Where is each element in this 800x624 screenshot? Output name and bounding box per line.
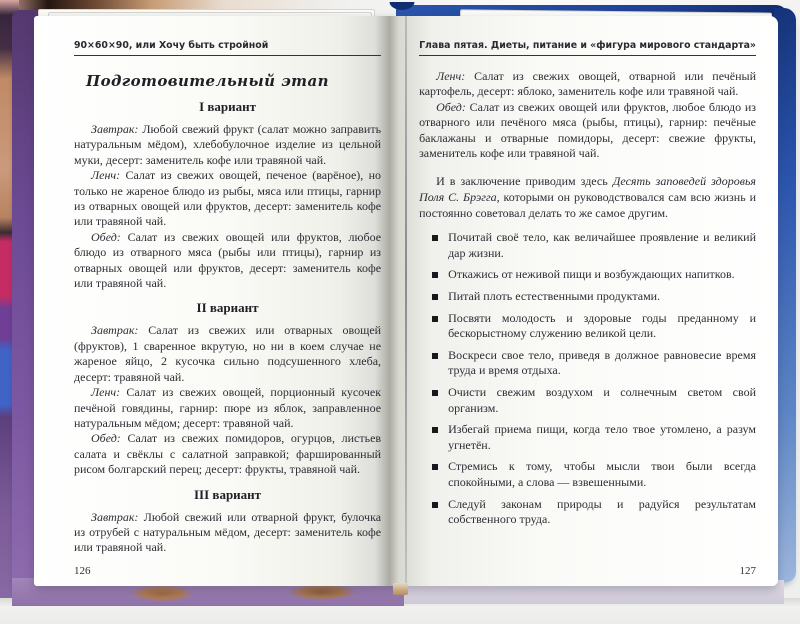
page-number-left: 126 — [74, 565, 91, 577]
right-page — [389, 16, 778, 586]
bullet-square-icon — [432, 235, 438, 241]
bullet-square-icon — [432, 502, 438, 508]
bullet-square-icon — [432, 427, 438, 433]
commandment-item: Посвяти молодость и здоровые годы преданному и бескорыстному служению великой цели. — [432, 311, 756, 342]
left-running-header: 90×60×90, или Хочу быть стройной — [74, 40, 381, 56]
page-number-right: 127 — [739, 565, 756, 577]
conclusion-paragraph — [419, 174, 756, 221]
meal-paragraph — [74, 431, 381, 477]
book-headband — [393, 583, 408, 595]
bullet-square-icon — [432, 316, 438, 322]
left-page — [34, 16, 389, 586]
meal-text: Салат из свежих овощей, отварной или печёный картофель, десерт: яблоко, заменитель кофе или травяной чай. — [419, 69, 756, 99]
commandment-item: Избегай приема пищи, когда тело твое утомлено, а разум угнетён. — [432, 422, 756, 453]
bullet-square-icon — [432, 272, 438, 278]
section-title: Подготовительный этап — [86, 72, 329, 90]
meal-paragraph — [74, 323, 381, 385]
meal-paragraph — [74, 230, 381, 292]
right-page-content — [389, 16, 778, 586]
conclusion-after: , которыми он руководствовался сам всю жизнь и постоянно советовал делать то же самое другим. — [419, 190, 757, 220]
bullet-square-icon — [432, 390, 438, 396]
commandment-item: Очисти свежим воздухом и солнечным светом свой организм. — [432, 385, 756, 416]
meal-paragraph — [74, 510, 381, 556]
meal-label: Ленч: — [91, 168, 121, 183]
meal-label: Ленч: — [436, 69, 466, 83]
commandments-list — [419, 230, 756, 528]
bullet-square-icon — [432, 464, 438, 470]
variant-heading-2: II вариант — [196, 300, 259, 316]
meal-paragraph — [74, 122, 381, 168]
meal-text: Салат из свежих или отварных овощей (фруктов), 1 сваренное вкрутую, но ни в коем случае не жареное яйцо, 2 кусочка сильно подсушенного хлеба, десерт: травяной чай. — [74, 323, 382, 384]
meal-label: Завтрак: — [91, 509, 139, 524]
book-spine-notch — [380, 2, 424, 17]
open-book-spread — [34, 16, 778, 586]
meal-text: Салат из свежих овощей или фруктов, любое блюдо из отварного мяса (рыбы или птицы), гарнир из отварных овощей или фруктов, десерт: заменитель кофе или травяной чай. — [74, 229, 382, 291]
meal-paragraph — [74, 385, 381, 431]
variant-heading-3: III вариант — [194, 486, 262, 502]
conclusion-italic: Десять заповедей здоровья Поля С. Брэгга — [419, 174, 756, 205]
meal-text: Салат из свежих овощей, печеное (варёное), но только не жареное блюдо из рыбы, мяса или птицы, гарнир из отварных овощей или фруктов, десерт: заменитель кофе или травяной чай. — [74, 168, 382, 229]
conclusion-before: И в заключение приводим здесь — [436, 174, 613, 189]
meal-text: Салат из свежих овощей или фруктов, любое блюдо из отварного или печёного мяса (рыбы, птицы), гарнир: печёные баклажаны и отварные помидоры, десерт: свежие фрукты, заменитель кофе или травяной чай. — [419, 99, 757, 161]
meal-label: Обед: — [91, 431, 121, 446]
commandment-item: Стремись к тому, чтобы мысли твои были всегда спокойными, а слова — взвешенными. — [432, 459, 756, 490]
meal-label: Обед: — [436, 99, 466, 114]
variant-heading-1: I вариант — [199, 99, 256, 114]
meal-label: Завтрак: — [91, 122, 139, 136]
meal-paragraph — [74, 168, 381, 230]
meal-text: Любой свежий или отварной фрукт, булочка из отрубей с натуральным мёдом, десерт: заменитель кофе или травяной чай. — [74, 509, 382, 555]
commandment-item: Воскреси свое тело, приведя в должное равновесие время труда и время отдыха. — [432, 348, 756, 379]
meal-text: Салат из свежих помидоров, огурцов, листьев салата и свёклы с салатной заправкой; фаршированный рисом болгарский перец; десерт: фрукты, травяной чай. — [74, 431, 382, 477]
meal-paragraph — [419, 69, 756, 100]
meal-label: Завтрак: — [91, 323, 139, 338]
meal-paragraph — [419, 100, 756, 162]
meal-text: Салат из свежих овощей, порционный кусочек печёной говядины, гарнир: пюре из яблок, заправленное натуральным мёдом; десерт: травяной чай. — [74, 385, 382, 430]
bullet-square-icon — [432, 353, 438, 359]
commandment-item: Следуй законам природы и радуйся результатам собственного труда. — [432, 497, 756, 528]
commandment-item: Откажись от неживой пищи и возбуждающих напитков. — [432, 267, 756, 283]
gutter-shadow — [405, 16, 407, 586]
right-running-header: Глава пятая. Диеты, питание и «фигура мирового стандарта» — [419, 40, 756, 56]
commandment-item: Питай плоть естественными продуктами. — [432, 289, 756, 305]
left-page-content — [34, 16, 389, 586]
commandment-item: Почитай своё тело, как величайшее проявление и великий дар жизни. — [432, 230, 756, 261]
bullet-square-icon — [432, 294, 438, 300]
meal-label: Ленч: — [91, 385, 121, 400]
meal-label: Обед: — [91, 229, 121, 244]
meal-text: Любой свежий фрукт (салат можно заправить натуральным мёдом), хлебобулочное изделие из цельной муки, десерт: заменитель кофе или травяной чай. — [74, 122, 382, 167]
